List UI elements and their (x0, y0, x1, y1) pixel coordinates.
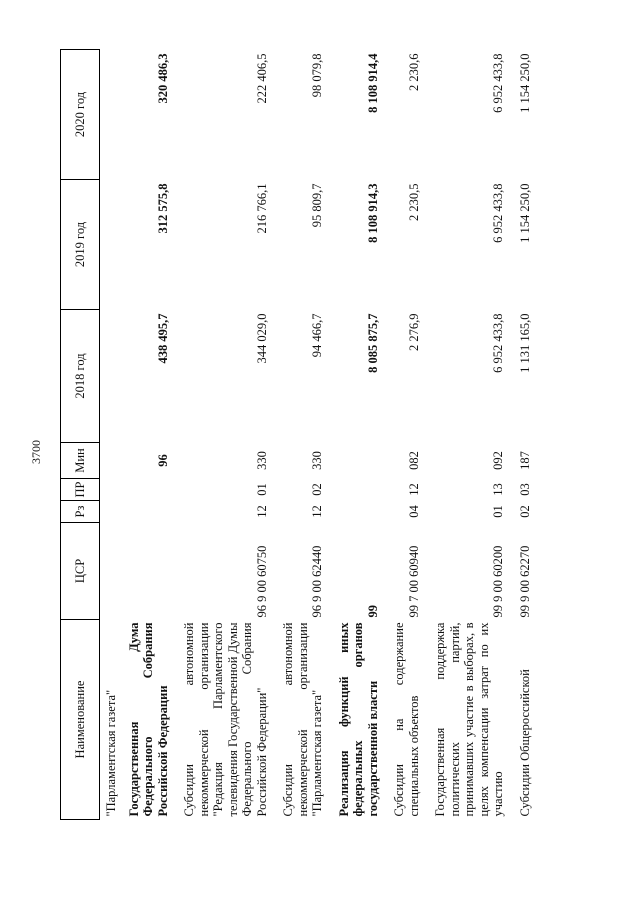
row-rz (125, 501, 174, 523)
row-csr: 96 9 00 60750 (254, 545, 269, 618)
row-2019: 1 154 250,0 (517, 183, 532, 243)
row-2019: 95 809,7 (310, 183, 324, 228)
header-pr: ПР (61, 479, 100, 501)
row-name: Субсидии на содержание специальных объектов (392, 622, 421, 817)
table-row (509, 50, 536, 820)
row-2020: 320 486,3 (155, 53, 170, 104)
row-name: Субсидии автономной некоммерческой организации "Парламентская газета" (281, 622, 324, 817)
row-pr (125, 479, 174, 501)
row-2020: 8 108 914,4 (365, 53, 380, 113)
table-row (125, 50, 174, 820)
budget-table (60, 49, 535, 820)
table-row (424, 50, 509, 820)
row-2018: 2 276,9 (406, 313, 421, 351)
row-2019: 8 108 914,3 (365, 183, 380, 243)
row-2018: 8 085 875,7 (365, 313, 380, 373)
table-header-row (61, 50, 100, 820)
row-2018: 94 466,7 (310, 313, 324, 358)
row-name: Государственная поддержка политических партий, принимавших участие в выборах, в целях компенсации затрат по их участию (433, 622, 505, 817)
row-csr: 99 (365, 605, 380, 618)
row-min: 330 (310, 451, 324, 470)
header-2018: 2018 год (61, 310, 100, 443)
row-pr (328, 479, 384, 501)
row-rz (328, 501, 384, 523)
row-name: Субсидии автономной некоммерческой организации "Редакция Парламентского телевидения Государственной Думы Федерального Собрания Российской Федерации" (182, 622, 269, 817)
row-min (328, 443, 384, 479)
row-min: 330 (254, 451, 269, 470)
row-min: 187 (517, 451, 532, 470)
row-2020: 2 230,6 (406, 53, 421, 91)
row-rz: 02 (517, 505, 532, 518)
row-pr: 01 (254, 483, 269, 496)
row-pr: 02 (310, 483, 324, 496)
page-number: 3700 (29, 440, 43, 464)
row-rz: 01 (491, 505, 505, 518)
rotated-table-page (60, 50, 620, 820)
row-min: 092 (491, 451, 505, 470)
row-min: 96 (155, 454, 170, 467)
row-2020: 1 154 250,0 (517, 53, 532, 113)
row-pr: 13 (491, 483, 505, 496)
row-csr (125, 523, 174, 620)
row-name: Субсидии Общероссийской (517, 669, 532, 817)
header-name: Наименование (61, 620, 100, 820)
row-2018: 344 029,0 (254, 313, 269, 364)
row-2018: 1 131 165,0 (517, 313, 532, 373)
row-2019: 312 575,8 (155, 183, 170, 234)
row-rz: 12 (254, 505, 269, 518)
row-2020: 98 079,8 (310, 53, 324, 98)
row-2020: 222 406,5 (254, 53, 269, 104)
header-min: Мин (61, 443, 100, 479)
table-row (383, 50, 424, 820)
row-csr: 99 9 00 62270 (517, 545, 532, 618)
row-name: Реализация функций иных федеральных органов государственной власти (336, 622, 380, 817)
row-csr: 96 9 00 62440 (310, 545, 324, 618)
row-2019: 6 952 433,8 (491, 183, 505, 243)
row-2018: 6 952 433,8 (491, 313, 505, 373)
row-2019: 2 230,5 (406, 183, 421, 221)
row-pr: 12 (406, 483, 421, 496)
header-csr: ЦСР (61, 523, 100, 620)
row-2018: 438 495,7 (155, 313, 170, 364)
row-rz: 04 (406, 505, 421, 518)
header-2019: 2019 год (61, 180, 100, 310)
row-2019: 216 766,1 (254, 183, 269, 234)
header-2020: 2020 год (61, 50, 100, 180)
row-csr: 99 7 00 60940 (406, 545, 421, 618)
row-pr: 03 (517, 483, 532, 496)
continuation-text: "Парламентская газета" (104, 689, 118, 817)
row-name: Государственная Дума Федерального Собрания Российской Федерации (126, 622, 170, 817)
row-csr: 99 9 00 60200 (491, 545, 505, 618)
header-rz: Рз (61, 501, 100, 523)
row-2020: 6 952 433,8 (491, 53, 505, 113)
table-row (272, 50, 328, 820)
table-row (173, 50, 272, 820)
table-row (328, 50, 384, 820)
row-rz: 12 (310, 505, 324, 518)
row-min: 082 (406, 451, 421, 470)
continuation-row (100, 50, 125, 820)
